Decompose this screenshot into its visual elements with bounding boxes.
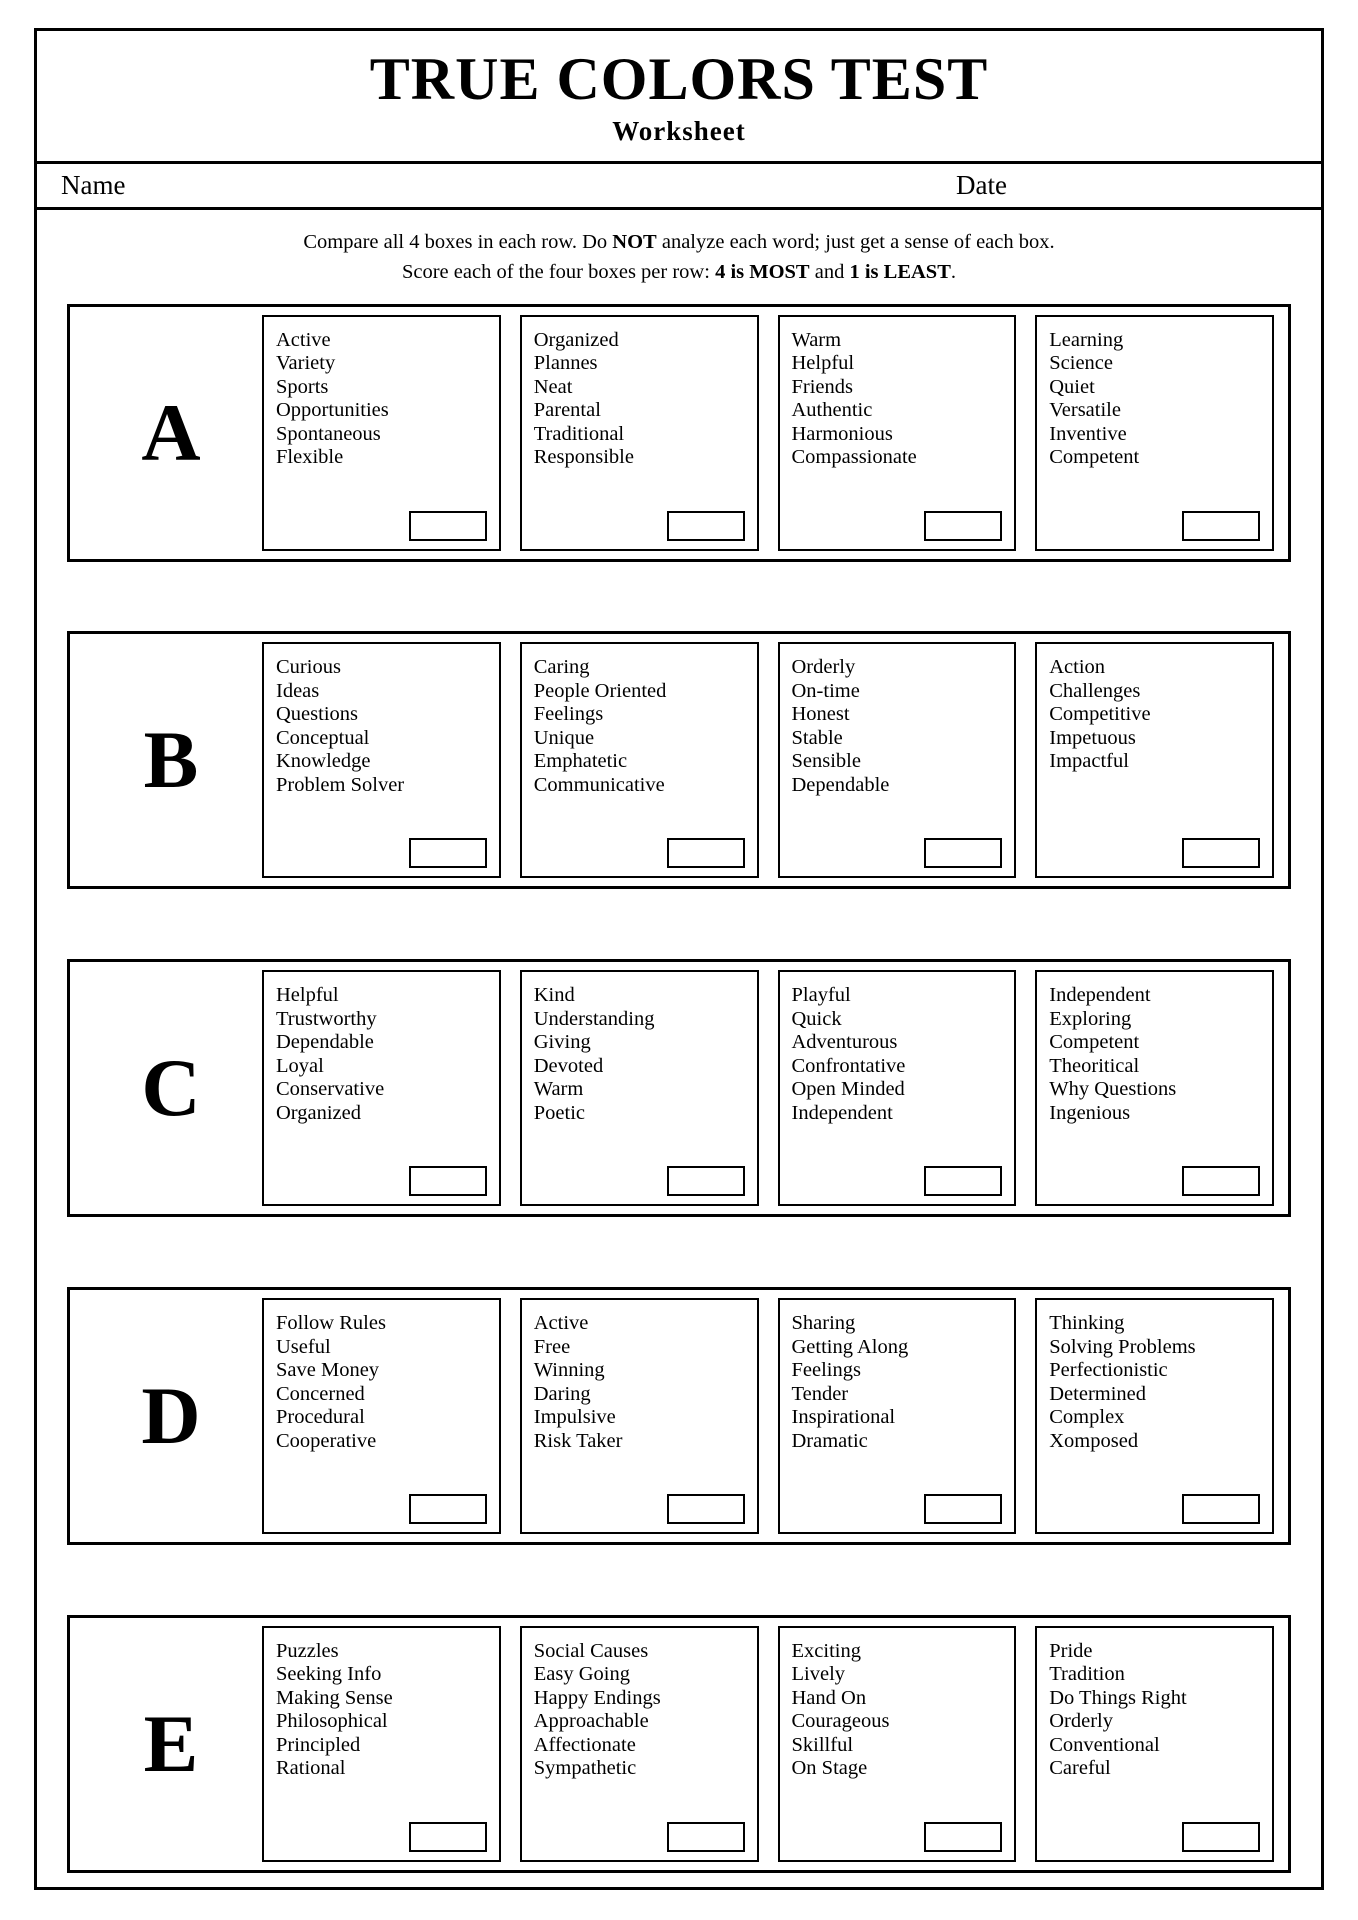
word-item: Understanding — [533, 1007, 655, 1030]
score-input[interactable] — [924, 1822, 1002, 1852]
word-item: Impactful — [1049, 750, 1129, 773]
word-box — [778, 1298, 1017, 1534]
word-item: Poetic — [533, 1101, 585, 1124]
word-box — [262, 970, 501, 1206]
word-item: Useful — [276, 1335, 331, 1358]
word-box — [778, 1626, 1017, 1862]
word-item: Dependable — [276, 1031, 374, 1054]
word-list — [534, 1640, 757, 1781]
word-item: Procedural — [276, 1406, 365, 1429]
word-item: Social Causes — [533, 1640, 649, 1662]
word-item: Traditional — [533, 422, 625, 445]
word-item: Emphatetic — [533, 750, 628, 773]
word-item: Helpful — [276, 984, 339, 1007]
score-input[interactable] — [667, 1822, 745, 1852]
word-item: Philosophical — [276, 1710, 388, 1733]
word-item: Risk Taker — [533, 1429, 623, 1452]
instructions-least-emphasis: 1 is LEAST — [849, 260, 951, 283]
score-input[interactable] — [924, 511, 1002, 541]
word-item: Conservative — [276, 1078, 385, 1101]
word-item: Careful — [1049, 1757, 1111, 1780]
word-box — [1035, 642, 1274, 878]
word-item: Helpful — [791, 352, 855, 375]
word-item: Perfectionistic — [1049, 1359, 1168, 1382]
word-item: Giving — [533, 1031, 591, 1054]
word-item: Courageous — [791, 1710, 890, 1733]
word-item: Communicative — [533, 773, 665, 796]
row-letter: D — [141, 1370, 201, 1462]
word-item: Skillful — [791, 1733, 854, 1756]
word-box — [520, 315, 759, 551]
word-item: Inspirational — [791, 1406, 896, 1429]
word-item: On Stage — [791, 1757, 868, 1780]
word-item: Confrontative — [791, 1054, 906, 1077]
date-label: Date — [956, 170, 1007, 201]
score-input[interactable] — [924, 1494, 1002, 1524]
word-item: Active — [533, 1312, 589, 1335]
word-item: Caring — [533, 656, 590, 679]
instructions-line-2-part-5: . — [950, 260, 956, 283]
word-item: Honest — [791, 703, 850, 726]
score-input[interactable] — [667, 838, 745, 868]
word-item: Action — [1049, 656, 1106, 679]
word-box — [520, 970, 759, 1206]
word-item: Easy Going — [533, 1663, 630, 1686]
word-item: Adventurous — [791, 1031, 898, 1054]
row-letter: B — [143, 714, 199, 806]
word-item: Orderly — [1049, 1710, 1114, 1733]
word-item: Spontaneous — [276, 422, 381, 445]
word-item: Responsible — [533, 445, 634, 468]
instructions-most-emphasis: 4 is MOST — [715, 260, 810, 283]
word-item: Conventional — [1049, 1733, 1160, 1756]
word-item: Cooperative — [276, 1429, 377, 1452]
score-input[interactable] — [1182, 1166, 1260, 1196]
word-item: Opportunities — [276, 399, 389, 422]
word-item: Determined — [1049, 1382, 1147, 1405]
instructions-not-emphasis: NOT — [612, 231, 657, 254]
word-item: Tender — [791, 1382, 849, 1405]
word-item: Knowledge — [276, 750, 371, 773]
word-item: Authentic — [791, 399, 873, 422]
word-item: Theoritical — [1049, 1054, 1140, 1077]
word-item: Quiet — [1049, 375, 1095, 398]
word-item: Science — [1049, 352, 1113, 375]
row-boxes — [262, 642, 1278, 878]
instructions-line-1 — [77, 228, 1281, 258]
instructions — [37, 210, 1321, 295]
word-list — [1049, 329, 1272, 470]
word-list — [534, 1312, 757, 1453]
word-item: Solving Problems — [1049, 1335, 1196, 1358]
word-item: Winning — [533, 1359, 605, 1382]
score-input[interactable] — [667, 1166, 745, 1196]
word-box — [778, 315, 1017, 551]
score-input[interactable] — [409, 1822, 487, 1852]
word-list — [276, 984, 499, 1125]
word-item: Why Questions — [1049, 1078, 1177, 1101]
word-item: Quick — [791, 1007, 842, 1030]
word-box — [520, 1298, 759, 1534]
word-item: Competent — [1049, 1031, 1140, 1054]
word-box — [778, 970, 1017, 1206]
word-item: Loyal — [276, 1054, 324, 1077]
question-row — [67, 304, 1291, 562]
score-input[interactable] — [667, 1494, 745, 1524]
word-item: Playful — [791, 984, 851, 1007]
word-item: Variety — [276, 352, 336, 375]
question-row — [67, 1615, 1291, 1873]
row-boxes — [262, 315, 1278, 551]
word-item: Independent — [791, 1101, 893, 1124]
word-item: Kind — [533, 984, 575, 1007]
word-item: Xomposed — [1049, 1429, 1139, 1452]
word-box — [778, 642, 1017, 878]
word-item: Active — [276, 328, 331, 351]
word-item: Organized — [533, 328, 619, 351]
word-list — [534, 329, 757, 470]
word-item: Parental — [533, 399, 601, 422]
word-item: Impulsive — [533, 1406, 616, 1429]
word-item: Complex — [1049, 1406, 1125, 1429]
word-list — [1049, 656, 1272, 773]
word-box — [262, 642, 501, 878]
word-item: Ingenious — [1049, 1101, 1131, 1124]
word-item: Follow Rules — [276, 1312, 386, 1335]
word-item: Friends — [791, 375, 853, 398]
word-item: Seeking Info — [276, 1663, 382, 1686]
word-item: Puzzles — [276, 1640, 339, 1662]
question-rows — [37, 296, 1321, 1887]
score-input[interactable] — [409, 838, 487, 868]
word-box — [262, 1298, 501, 1534]
word-box — [520, 642, 759, 878]
word-item: Independent — [1049, 984, 1151, 1007]
word-list — [1049, 1640, 1272, 1781]
score-input[interactable] — [1182, 511, 1260, 541]
word-item: Save Money — [276, 1359, 380, 1382]
word-item: Free — [533, 1335, 571, 1358]
word-item: Tradition — [1049, 1663, 1125, 1686]
instructions-line-1-part-1: Compare all 4 boxes in each row. Do — [303, 231, 613, 254]
word-item: Devoted — [533, 1054, 604, 1077]
question-row — [67, 959, 1291, 1217]
row-boxes — [262, 1298, 1278, 1534]
score-input[interactable] — [409, 511, 487, 541]
word-box — [262, 315, 501, 551]
row-boxes — [262, 1626, 1278, 1862]
row-letter: A — [141, 386, 201, 478]
word-item: Organized — [276, 1101, 362, 1124]
word-list — [276, 329, 499, 470]
title-block — [37, 31, 1321, 164]
word-list — [534, 984, 757, 1125]
word-item: Inventive — [1049, 422, 1127, 445]
score-input[interactable] — [1182, 1494, 1260, 1524]
word-item: Questions — [276, 703, 358, 726]
page-subtitle: Worksheet — [612, 116, 746, 147]
word-item: Warm — [533, 1078, 584, 1101]
word-item: Challenges — [1049, 679, 1141, 702]
score-input[interactable] — [409, 1494, 487, 1524]
word-item: Orderly — [791, 656, 856, 679]
word-item: Pride — [1049, 1640, 1093, 1662]
word-list — [1049, 984, 1272, 1125]
instructions-line-2 — [77, 258, 1281, 288]
word-item: Thinking — [1049, 1312, 1125, 1335]
word-list — [276, 1312, 499, 1453]
word-item: Competitive — [1049, 703, 1151, 726]
word-item: Conceptual — [276, 726, 370, 749]
word-list — [792, 984, 1015, 1125]
word-item: Happy Endings — [533, 1686, 661, 1709]
question-row — [67, 1287, 1291, 1545]
word-list — [792, 1640, 1015, 1781]
name-label: Name — [61, 170, 126, 201]
word-item: Harmonious — [791, 422, 893, 445]
word-item: Sharing — [791, 1312, 856, 1335]
instructions-line-1-part-3: analyze each word; just get a sense of each box. — [656, 231, 1055, 254]
word-item: People Oriented — [533, 679, 667, 702]
word-item: Dramatic — [791, 1429, 868, 1452]
word-item: Rational — [276, 1757, 346, 1780]
word-item: Stable — [791, 726, 843, 749]
word-item: On-time — [791, 679, 860, 702]
row-boxes — [262, 970, 1278, 1206]
word-list — [276, 656, 499, 797]
instructions-line-2-part-3: and — [809, 260, 850, 283]
word-item: Ideas — [276, 679, 320, 702]
score-input[interactable] — [924, 838, 1002, 868]
worksheet-border — [34, 28, 1324, 1890]
word-item: Sports — [276, 375, 329, 398]
word-list — [792, 656, 1015, 797]
word-item: Competent — [1049, 445, 1140, 468]
word-item: Exciting — [791, 1640, 861, 1662]
word-item: Open Minded — [791, 1078, 905, 1101]
word-box — [1035, 970, 1274, 1206]
word-item: Hand On — [791, 1686, 867, 1709]
word-box — [1035, 1298, 1274, 1534]
score-input[interactable] — [924, 1166, 1002, 1196]
word-item: Affectionate — [533, 1733, 636, 1756]
word-item: Exploring — [1049, 1007, 1132, 1030]
name-date-row — [37, 164, 1321, 210]
word-item: Impetuous — [1049, 726, 1136, 749]
word-box — [520, 1626, 759, 1862]
word-item: Warm — [791, 328, 842, 351]
word-item: Principled — [276, 1733, 361, 1756]
word-item: Feelings — [791, 1359, 861, 1382]
word-item: Problem Solver — [276, 773, 405, 796]
word-list — [276, 1640, 499, 1781]
word-item: Curious — [276, 656, 341, 679]
page-title: TRUE COLORS TEST — [369, 46, 989, 112]
word-box — [262, 1626, 501, 1862]
word-list — [792, 329, 1015, 470]
word-box — [1035, 1626, 1274, 1862]
word-item: Neat — [533, 375, 573, 398]
word-item: Learning — [1049, 328, 1124, 351]
word-box — [1035, 315, 1274, 551]
word-item: Daring — [533, 1382, 591, 1405]
word-item: Making Sense — [276, 1686, 393, 1709]
word-item: Trustworthy — [276, 1007, 377, 1030]
score-input[interactable] — [667, 511, 745, 541]
question-row — [67, 631, 1291, 889]
score-input[interactable] — [409, 1166, 487, 1196]
word-item: Plannes — [533, 352, 598, 375]
word-list — [1049, 1312, 1272, 1453]
word-item: Compassionate — [791, 445, 917, 468]
row-letter: C — [141, 1042, 201, 1134]
word-item: Unique — [533, 726, 595, 749]
score-input[interactable] — [1182, 838, 1260, 868]
word-item: Sensible — [791, 750, 861, 773]
word-item: Do Things Right — [1049, 1686, 1187, 1709]
word-list — [534, 656, 757, 797]
word-item: Approachable — [533, 1710, 649, 1733]
score-input[interactable] — [1182, 1822, 1260, 1852]
word-list — [792, 1312, 1015, 1453]
word-item: Versatile — [1049, 399, 1121, 422]
word-item: Getting Along — [791, 1335, 909, 1358]
instructions-line-2-part-1: Score each of the four boxes per row: — [401, 260, 716, 283]
row-letter: E — [143, 1698, 199, 1789]
word-item: Lively — [791, 1663, 846, 1686]
word-item: Dependable — [791, 773, 890, 796]
word-item: Sympathetic — [533, 1757, 637, 1780]
word-item: Flexible — [276, 445, 344, 468]
word-item: Feelings — [533, 703, 604, 726]
word-item: Concerned — [276, 1382, 365, 1405]
